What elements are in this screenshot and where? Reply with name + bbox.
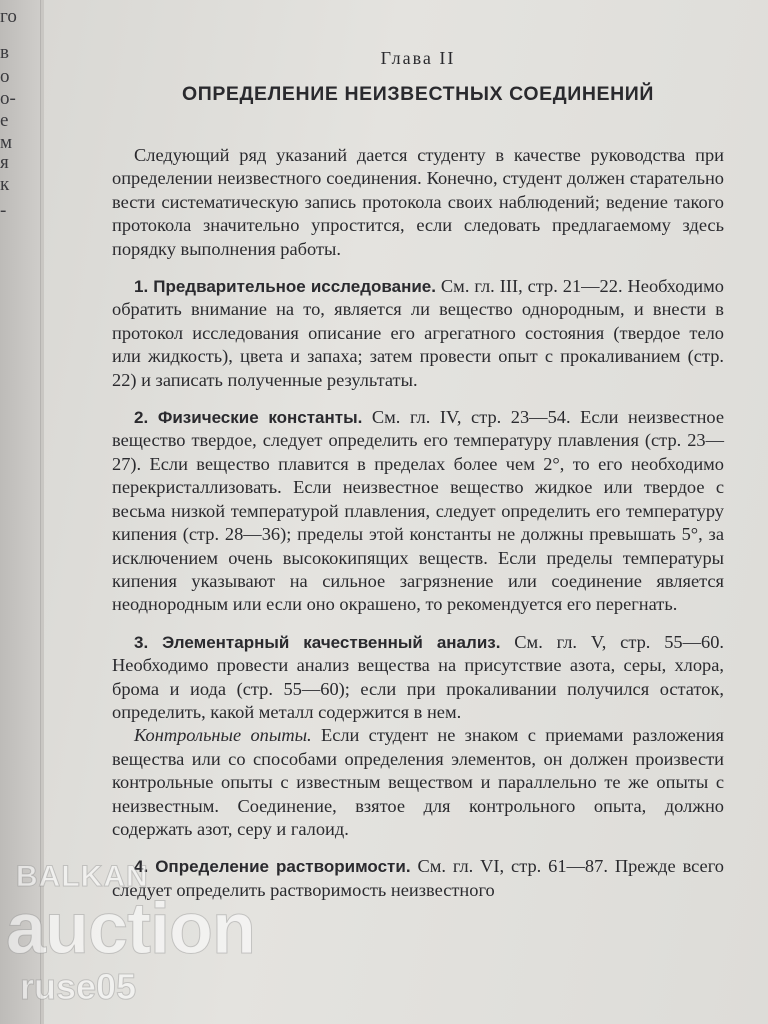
watermark-line-3: ruse05 [20, 966, 137, 1007]
section-2-heading: 2. Физические константы. [134, 408, 363, 428]
prev-page-fragment: я [0, 152, 9, 173]
chapter-title: ОПРЕДЕЛЕНИЕ НЕИЗВЕСТНЫХ СОЕДИНЕНИЙ [181, 83, 655, 105]
prev-page-fragment: о- [0, 88, 16, 109]
section-3-paragraph [112, 631, 724, 725]
control-text: Если студент не знаком с приемами разложения вещества или со способами определения элементов, он должен произвести контрольные опыты с известным веществом и параллельно те же опыты с неизвестным. Соединение, взятое для контрольного опыта, должно содержать азот, серу и галоид. [112, 725, 724, 839]
prev-page-fragment: - [0, 200, 7, 221]
section-1-heading: 1. Предварительное исследование. [134, 277, 436, 297]
watermark-line-2: auction [6, 889, 256, 969]
section-1-paragraph [112, 275, 724, 392]
section-4-heading: 4. Определение растворимости. [134, 857, 411, 877]
section-2-text: См. гл. IV, стр. 23—54. Если неизвестное вещество твердое, следует определить его температуру плавления (стр. 23—27). Если вещество плавится в пределах более чем 2°, то его необходимо перекристаллизовать. Если неизвестное вещество жидкое или твердое с весьма низкой температурой плавления, следует определить его температуру кипения (стр. 28—36); пределы этой константы не должны превышать 5°, за исключением очень высококипящих веществ. Если пределы температуры кипения указывают на сильное загрязнение или соединение является неоднородным или если оно окрашено, то рекомендуется его перегнать. [112, 407, 724, 615]
page-content [112, 48, 724, 902]
prev-page-fragment: в [0, 42, 9, 63]
section-4-paragraph [112, 855, 724, 902]
section-1-text: См. гл. III, стр. 21—22. Необходимо обратить внимание на то, является ли вещество однородным, и внести в протокол исследования описание его агрегатного состояния (твердое тело или жидкость), цвета и запаха; затем провести опыт с прокаливанием (стр. 22) и записать полученные результаты. [112, 276, 724, 390]
intro-paragraph: Следующий ряд указаний дается студенту в качестве руководства при определении неизвестного соединения. Конечно, студент должен старательно вести систематическую запись протокола своих наблюдений; ведение такого протокола значительно упростится, если следовать предлагаемому здесь порядку выполнения работы. [112, 145, 724, 259]
section-3-heading: 3. Элементарный качественный анализ. [134, 632, 501, 652]
prev-page-fragment: м [0, 132, 13, 153]
prev-page-fragment: го [0, 6, 17, 27]
previous-page-edge [0, 0, 41, 1024]
prev-page-fragment: е [0, 110, 9, 131]
control-heading: Контрольные опыты. [134, 725, 312, 746]
section-4-text: См. гл. VI, стр. 61—87. Прежде всего следует определить растворимость неизвестного [112, 856, 724, 900]
section-3-text: См. гл. V, стр. 55—60. Необходимо провести анализ вещества на присутствие азота, серы, хлора, брома и иода (стр. 55—60); если при прокаливании получился остаток, определить, какой металл содержится в нем. [112, 631, 725, 722]
control-paragraph [112, 724, 724, 841]
watermark-line-1: BALKAN [16, 860, 149, 893]
section-2-paragraph [112, 406, 724, 617]
chapter-heading: Глава II [380, 48, 456, 68]
prev-page-fragment: о [0, 66, 10, 87]
prev-page-fragment: к [0, 174, 10, 195]
